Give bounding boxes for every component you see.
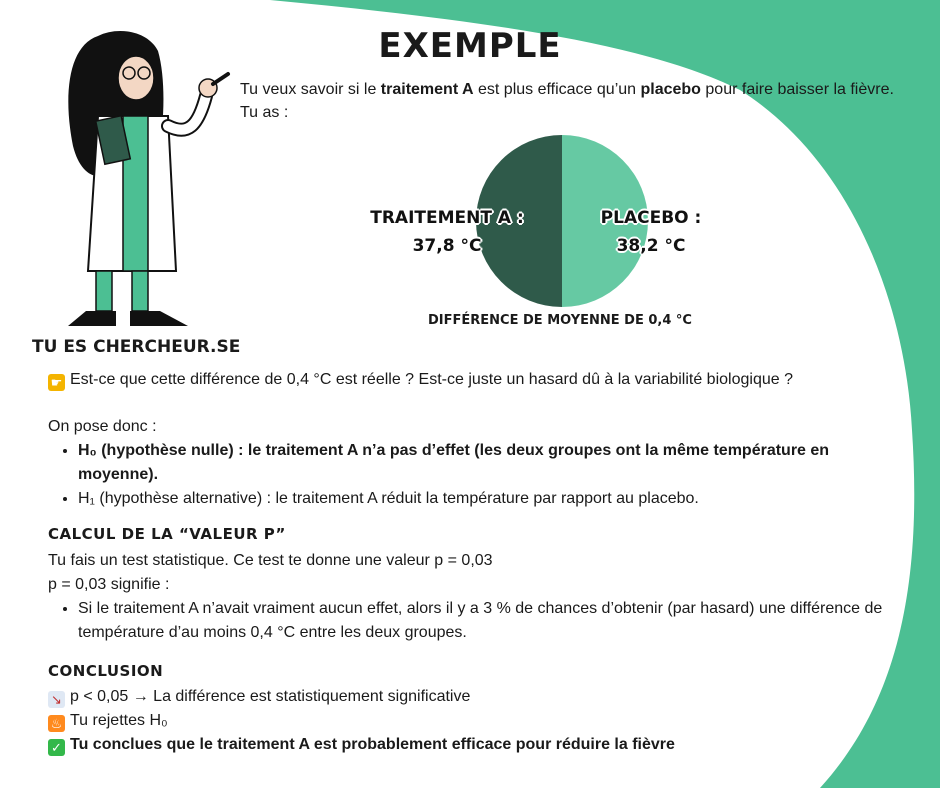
- fire-icon: ♨: [48, 715, 65, 732]
- pvalue-line1: Tu fais un test statistique. Ce test te donne une valeur p = 0,03: [48, 552, 493, 569]
- researcher-illustration: [58, 26, 238, 336]
- pvalue-block: [48, 549, 908, 645]
- h1-item: • H₁ (hypothèse alternative) : le traitement A réduit la température par rapport au placebo.: [78, 487, 908, 511]
- page-title: EXEMPLE: [378, 26, 562, 66]
- intro-bold-placebo: placebo: [640, 81, 701, 98]
- treatment-label-group: [362, 204, 532, 260]
- conclusion-heading: CONCLUSION: [48, 662, 164, 680]
- chart-decreasing-icon: ↘: [48, 691, 65, 708]
- intro-bold-treatment: traitement A: [380, 81, 474, 98]
- treatment-label: TRAITEMENT A :: [370, 208, 524, 228]
- intro-prefix: Tu veux savoir si le: [240, 81, 381, 98]
- intro-suffix: pour faire baisser la fièvre.: [700, 81, 894, 98]
- intro-text: [240, 78, 920, 124]
- conclusion-block: [48, 685, 908, 757]
- placebo-label: PLACEBO :: [600, 208, 702, 228]
- pvalue-bullet: • Si le traitement A n’avait vraiment aucun effet, alors il y a 3 % de chances d’obtenir (par hasard) une différence de température d’au moins 0,4 °C entre les deux groupes.: [78, 597, 908, 645]
- hypotheses-intro: On pose donc :: [48, 418, 157, 435]
- conclusion-line1-text: p < 0,05 → La différence est statistiquement significative: [70, 688, 471, 705]
- pvalue-heading: CALCUL DE LA “VALEUR P”: [48, 525, 286, 543]
- conclusion-line2-text: Tu rejettes H₀: [70, 712, 168, 729]
- conclusion-line2: [48, 709, 908, 733]
- check-mark-icon: ✓: [48, 739, 65, 756]
- question-line: [48, 368, 908, 392]
- hypotheses-block: [48, 415, 908, 511]
- conclusion-line1: [48, 685, 908, 709]
- conclusion-line3: [48, 733, 908, 757]
- question-text: Est-ce que cette différence de 0,4 °C est réelle ? Est-ce juste un hasard dû à la variabilité biologique ?: [70, 371, 793, 388]
- h0-item: [78, 439, 908, 487]
- h0-text: H₀ (hypothèse nulle) : le traitement A n’a pas d’effet (les deux groupes ont la même température en moyenne).: [78, 442, 830, 483]
- intro-line2: Tu as :: [240, 104, 289, 121]
- intro-middle: est plus efficace qu’un: [473, 81, 641, 98]
- difference-caption: DIFFÉRENCE DE MOYENNE DE 0,4 °C: [428, 313, 692, 328]
- placebo-label-group: [585, 204, 717, 260]
- treatment-value: 37,8 °C: [412, 236, 482, 256]
- placebo-value: 38,2 °C: [616, 236, 686, 256]
- brand-name: TU ES CHERCHEUR.SE: [32, 337, 241, 357]
- pointing-hand-icon: ☛: [48, 374, 65, 391]
- pvalue-line2: p = 0,03 signifie :: [48, 576, 170, 593]
- conclusion-line3-text: Tu conclues que le traitement A est probablement efficace pour réduire la fièvre: [70, 736, 675, 753]
